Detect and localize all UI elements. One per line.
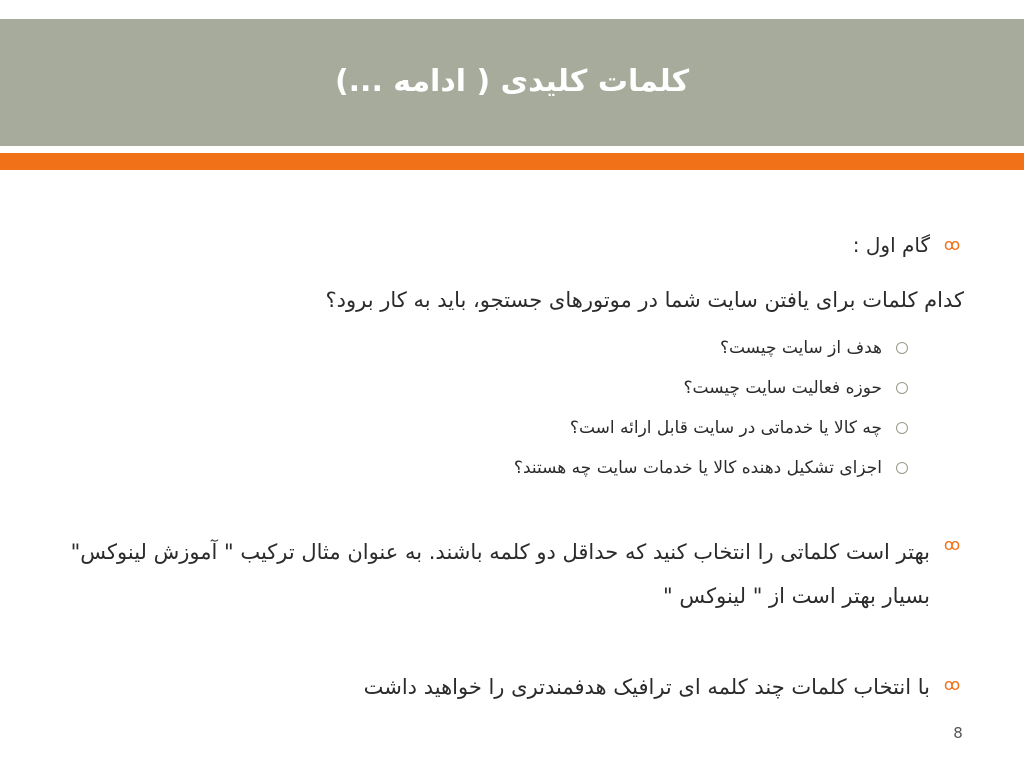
bullet-icon: ꝏ bbox=[943, 535, 961, 554]
bullet-icon: ꝏ bbox=[943, 235, 961, 254]
bullet-result bbox=[364, 670, 964, 704]
sub-list bbox=[208, 328, 908, 488]
sub-item-text: چه کالا یا خدماتی در سایت قابل ارائه است؟ bbox=[569, 418, 882, 438]
step-heading: گام اول : bbox=[852, 233, 930, 257]
sub-item-text: اجزای تشکیل دهنده کالا یا خدمات سایت چه هستند؟ bbox=[513, 458, 882, 478]
result-text: با انتخاب کلمات چند کلمه ای ترافیک هدفمندتری را خواهید داشت bbox=[363, 675, 930, 699]
list-item bbox=[208, 328, 908, 368]
slide-title: کلمات کلیدی ( ادامه ...) bbox=[334, 64, 690, 99]
page-number: 8 bbox=[953, 724, 963, 742]
tip-text: بهتر است کلماتی را انتخاب کنید که حداقل دو کلمه باشند. به عنوان مثال ترکیب " آموزش لینوکس" بسیار بهتر است از " لینوکس " bbox=[70, 540, 930, 608]
bullet-icon: ꝏ bbox=[943, 675, 961, 694]
bullet-tip bbox=[60, 530, 964, 618]
list-item bbox=[208, 448, 908, 488]
circle-bullet-icon bbox=[896, 422, 908, 434]
circle-bullet-icon bbox=[896, 382, 908, 394]
bullet-step-one bbox=[853, 230, 964, 260]
sub-item-text: هدف از سایت چیست؟ bbox=[719, 338, 882, 358]
list-item bbox=[208, 408, 908, 448]
step-question: کدام کلمات برای یافتن سایت شما در موتورهای جستجو، باید به کار برود؟ bbox=[325, 288, 964, 312]
accent-bar bbox=[0, 153, 1024, 170]
sub-item-text: حوزه فعالیت سایت چیست؟ bbox=[683, 378, 882, 398]
circle-bullet-icon bbox=[896, 342, 908, 354]
list-item bbox=[208, 368, 908, 408]
circle-bullet-icon bbox=[896, 462, 908, 474]
